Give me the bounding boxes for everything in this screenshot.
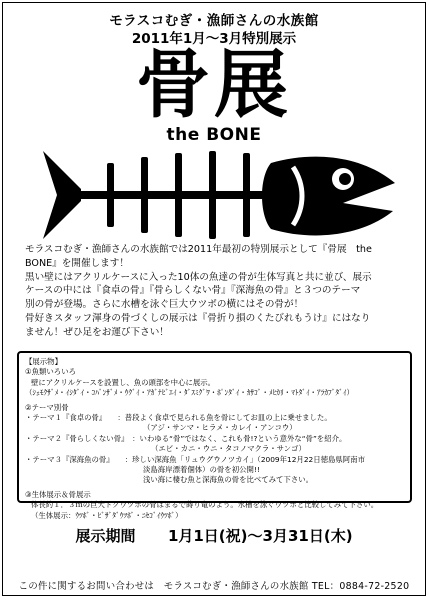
intro-line: ケースの中には『食卓の骨』『骨らしくない骨』『深海魚の骨』と３つのテーマ: [25, 285, 361, 297]
details-heading: 【展示物】: [25, 357, 62, 366]
venue-title: モラスコむぎ・漁師さんの水族館: [109, 13, 319, 29]
theme-2: ・テーマ２『骨らしくない骨』 ：いわゆる“骨”ではなく、これも骨!?という意外な“骨”を紹介。: [25, 433, 347, 443]
exhibit-dates-title: 2011年1月～3月特別展示: [131, 31, 297, 47]
section-3-text: 体長約１．３ｍの巨大ドクウツボの骨はまるで蒔り竜のよう。水槽を泳ぐウツボと比較してみて下さい。: [31, 500, 379, 510]
intro-line: BONE』を開催します！: [25, 257, 129, 269]
theme-1-items: （アジ・サンマ・ヒラメ・カレイ・アンコウ）: [143, 423, 297, 433]
exhibit-period: [3, 525, 425, 546]
intro-line: ません！ぜひ足をお運び下さい！: [25, 326, 169, 338]
fish-skeleton-illustration: [43, 145, 398, 245]
section-3-title: ③生体展示＆骨展示: [25, 489, 91, 499]
intro-line: モラスコむぎ・漁師さんの水族館では2011年最初の特別展示として『骨展 the: [25, 244, 372, 255]
theme-1: ・テーマ１『食卓の骨』 ：普段よく食卓で見られる魚を骨にしてお皿の上に乗せました。: [25, 413, 332, 423]
intro-text: [25, 243, 413, 340]
exhibit-title: 骨展: [136, 42, 292, 128]
section-1-text: 壁にアクリルケースを設置し、魚の頭部を中心に展示。: [31, 377, 216, 387]
exhibit-subtitle: the BONE: [166, 125, 262, 145]
section-2-title: ②テーマ別骨: [25, 402, 69, 412]
period-dates: 1月1日(祝)～3月31日(木): [167, 527, 353, 545]
section-1-title: ①魚類いろいろ: [25, 367, 76, 377]
intro-line: 骨好きスタッフ渾身の骨づくしの展示は『骨折り損のくたびれもうけ』にはなり: [25, 312, 371, 324]
theme-3-text-2: 浅い海に棲む魚と深海魚の骨を比べてみて下さい。: [143, 475, 313, 485]
intro-line: 別の骨が登場。さらに水槽を泳ぐ巨大ウツボの横にはその骨が！: [25, 299, 304, 311]
theme-2-items: （エビ・カニ・ウニ・タコノマクラ・サンゴ）: [151, 444, 306, 454]
section-3-species: （生体展示：ｳﾂﾎﾞ・ﾋﾞｻﾞﾀﾞｳﾂﾎﾞ・ﾆｾｺﾞｲｳﾂﾎﾞ）: [31, 510, 183, 520]
exhibit-details-box: [17, 351, 412, 520]
flyer: [2, 2, 426, 596]
intro-line: 黒い壁にはアクリルケースに入った10体の魚達の骨が生体写真と共に並び、展示: [25, 271, 372, 283]
section-1-species: （ｼｪﾓｸｻﾞﾒ・ｲｼﾀﾞｲ・ｺﾊﾞﾝｻﾞﾒ・ｳｸﾞｲ・ｱｶﾞﾅﾋﾞｴｲ・ﾀﾞｽﾐｸﾞﾜ・ﾎﾟﾝﾀﾞｲ・ｶｻｺﾞ・ﾒﾋｶﾘ・ﾏﾄﾀﾞｲ・ｱﾗｶﾌﾞﾀﾞｲ）: [25, 388, 354, 398]
theme-3-text-1: 淡島海岸漂着個体）の骨を初公開!!: [143, 465, 260, 475]
contact-info: この件に関するお問い合わせは モラスコむぎ・漁師さんの水族館 TEL：0884-72-2520: [18, 581, 410, 592]
theme-3: ・テーマ３『深海魚の骨』 ：珍しい深海魚「リュウグウノツカイ」（2009年12月22日徳島県阿南市: [25, 454, 365, 464]
period-label: 展示期間: [75, 527, 136, 545]
